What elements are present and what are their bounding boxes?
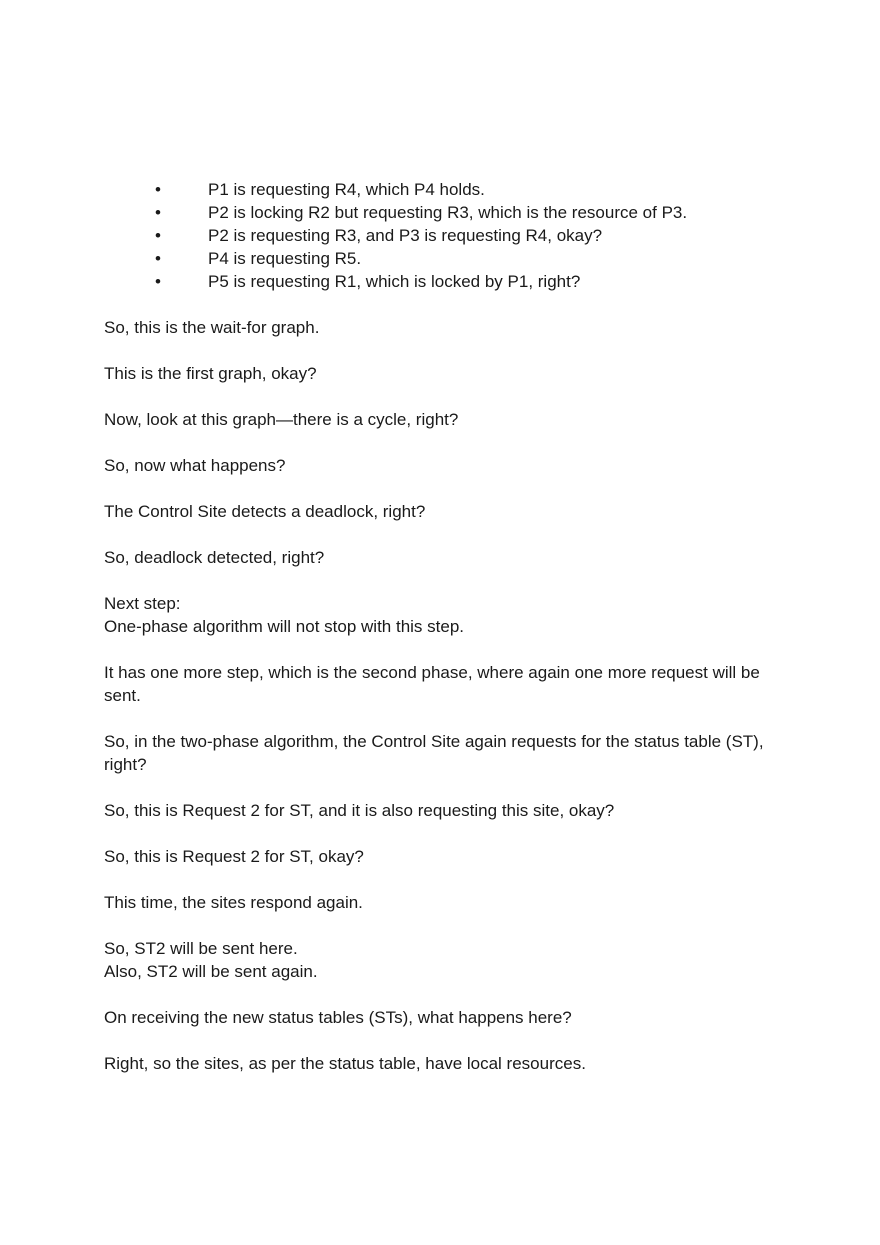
document-body xyxy=(104,178,784,1075)
bullet-item xyxy=(104,178,784,201)
bullet-list xyxy=(104,178,784,293)
paragraph xyxy=(104,408,784,431)
paragraph-line: right? xyxy=(104,755,147,774)
bullet-item xyxy=(104,201,784,224)
paragraph-line: Right, so the sites, as per the status table, have local resources. xyxy=(104,1054,586,1073)
bullet-item xyxy=(104,270,784,293)
paragraph xyxy=(104,891,784,914)
paragraph-line: So, this is Request 2 for ST, and it is also requesting this site, okay? xyxy=(104,801,615,820)
paragraph xyxy=(104,546,784,569)
paragraph xyxy=(104,454,784,477)
paragraph-line: Also, ST2 will be sent again. xyxy=(104,962,318,981)
paragraph-line: Now, look at this graph—there is a cycle, right? xyxy=(104,410,459,429)
paragraph-line: So, deadlock detected, right? xyxy=(104,548,325,567)
paragraph xyxy=(104,316,784,339)
paragraph-line: So, this is Request 2 for ST, okay? xyxy=(104,847,364,866)
paragraph-line: On receiving the new status tables (STs), what happens here? xyxy=(104,1008,572,1027)
paragraph-line: It has one more step, which is the second phase, where again one more request will be xyxy=(104,663,760,682)
paragraph-line: One-phase algorithm will not stop with this step. xyxy=(104,617,465,636)
paragraph xyxy=(104,592,784,638)
paragraph xyxy=(104,845,784,868)
bullet-icon: • xyxy=(155,180,161,199)
paragraph-line: So, ST2 will be sent here. xyxy=(104,939,298,958)
bullet-icon: • xyxy=(155,249,161,268)
paragraph-line: This time, the sites respond again. xyxy=(104,893,363,912)
paragraph xyxy=(104,1006,784,1029)
paragraph xyxy=(104,1052,784,1075)
paragraph xyxy=(104,661,784,707)
paragraph xyxy=(104,730,784,776)
bullet-icon: • xyxy=(155,203,161,222)
bullet-item xyxy=(104,247,784,270)
paragraph xyxy=(104,937,784,983)
bullet-icon: • xyxy=(155,226,161,245)
bullet-icon: • xyxy=(155,272,161,291)
paragraph-line: Next step: xyxy=(104,594,181,613)
bullet-text: P4 is requesting R5. xyxy=(208,249,362,268)
bullet-item xyxy=(104,224,784,247)
paragraph xyxy=(104,362,784,385)
bullet-text: P2 is locking R2 but requesting R3, which is the resource of P3. xyxy=(208,203,688,222)
paragraph-line: The Control Site detects a deadlock, right? xyxy=(104,502,426,521)
paragraph-line: So, now what happens? xyxy=(104,456,286,475)
paragraph xyxy=(104,799,784,822)
bullet-text: P1 is requesting R4, which P4 holds. xyxy=(208,180,485,199)
paragraph-line: sent. xyxy=(104,686,141,705)
paragraph-line: This is the first graph, okay? xyxy=(104,364,317,383)
paragraph-line: So, this is the wait-for graph. xyxy=(104,318,320,337)
paragraph xyxy=(104,500,784,523)
paragraph-line: So, in the two-phase algorithm, the Control Site again requests for the status table (ST), xyxy=(104,732,764,751)
bullet-text: P2 is requesting R3, and P3 is requesting R4, okay? xyxy=(208,226,603,245)
bullet-text: P5 is requesting R1, which is locked by P1, right? xyxy=(208,272,581,291)
